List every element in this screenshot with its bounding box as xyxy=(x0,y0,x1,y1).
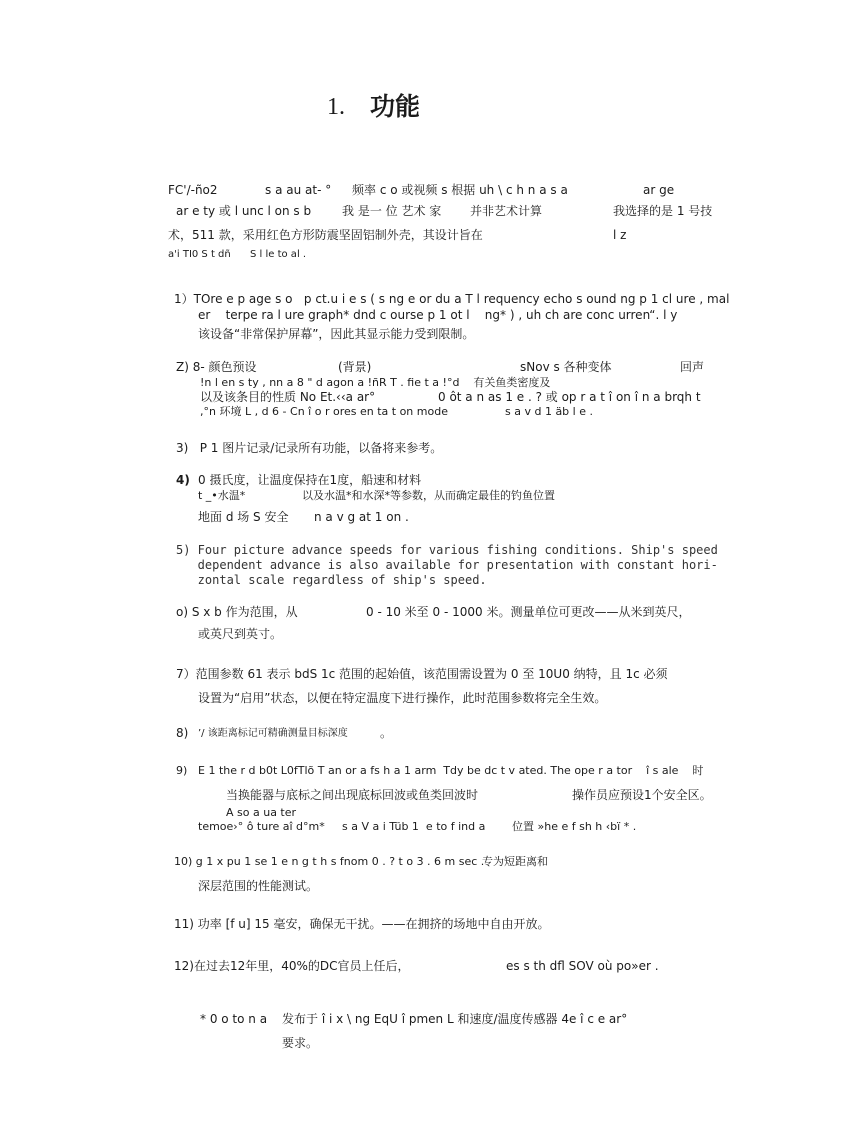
intro-line-2-a: ar e ty 或 l unc l on s b xyxy=(176,204,312,218)
item-2-line-1-d: 回声 xyxy=(680,360,705,374)
intro-line-3-b: l z xyxy=(613,228,627,242)
item-1-line-3: 该设备“非常保护屏幕”，因此其显示能力受到限制。 xyxy=(198,327,475,341)
item-6-line-1-a: o) S x b 作为范围，从 xyxy=(176,605,298,619)
intro-line-1-c: 频率 c o 或视频 s 根据 uh \ c h n a s a xyxy=(352,183,568,197)
footnote-line-1-a: * 0 o to n a xyxy=(200,1012,268,1026)
item-8-number: 8) xyxy=(176,726,189,740)
item-10-line-1-b: 专为短距离和 xyxy=(482,855,548,868)
item-9-number: 9) xyxy=(176,764,188,777)
item-2-line-3-a: 以及该条目的性质 No Et.‹‹a ar° xyxy=(200,390,376,404)
item-9-line-4-a: temoe›° ô ture aî d°m* xyxy=(198,820,325,833)
intro-line-3-a: 术，511 款，采用红色方形防震坚固铝制外壳，其设计旨在 xyxy=(168,228,483,242)
item-4-line-1: 0 摄氏度，让温度保持在1度，船速和材料 xyxy=(198,473,422,487)
footnote-line-2: 要求。 xyxy=(282,1036,319,1050)
item-2-line-2: !n l en s ty , nn a 8 " d agon a !ñR T . fie t a !°d 有关鱼类密度及 xyxy=(200,376,551,389)
item-4-line-3-b: n a v g at 1 on . xyxy=(314,510,409,524)
intro-line-2-b: 我 是一 位 艺术 家 xyxy=(342,204,442,218)
item-7-line-1: 7）范围参数 61 表示 bdS 1c 范围的起始值，该范围需设置为 0 至 10U0 纳特，且 1c 必须 xyxy=(176,667,668,681)
intro-line-4-b: S l le to al . xyxy=(250,249,307,260)
intro-line-1-a: FC'/-ño2 xyxy=(168,183,218,197)
item-9-line-1: E 1 the r d b0t L0fTlõ T an or a fs h a 1 arm Tdy be dc t v ated. The ope r a tor î s ale 时 xyxy=(198,764,704,777)
list-item-11: 11) 功率 [f u] 15 毫安，确保无干扰。——在拥挤的场地中自由开放。 xyxy=(174,917,550,931)
intro-line-2-c: 并非艺术计算 xyxy=(470,204,543,218)
list-item-3: 3) P 1 图片记录/记录所有功能，以备将来参考。 xyxy=(176,441,443,455)
item-2-line-3-b: 0 ôt a n as 1 e . ? 或 op r a t î on î n a brqh t xyxy=(438,390,701,404)
item-9-line-4-b: s a V a i Tüb 1 e to f ind a xyxy=(342,820,486,833)
item-6-line-2: 或英尺到英寸。 xyxy=(198,627,283,641)
intro-line-1-d: ar ge xyxy=(643,183,675,197)
item-4-line-2-a: t _•水温* xyxy=(198,489,246,502)
intro-line-1-b: s a au at- ° xyxy=(265,183,332,197)
intro-line-2-d: 我选择的是 1 号技 xyxy=(613,204,713,218)
item-9-line-3: A so a ua ter xyxy=(226,806,297,819)
item-8-line-1: ’/ 该距离标记可精确测量目标深度 xyxy=(198,728,348,739)
item-2-line-1-a: Z) 8- 颜色预设 xyxy=(176,360,257,374)
item-2-line-1-c: sNov s 各种变体 xyxy=(520,360,612,374)
item-6-line-1-b: 0 - 10 米至 0 - 1000 米。测量单位可更改——从米到英尺， xyxy=(366,605,691,619)
item-4-line-3-a: 地面 d 场 S 安全 xyxy=(198,510,289,524)
item-5-line-2: dependent advance is also available for presentation with constant hori- xyxy=(176,558,718,572)
item-9-line-2-b: 操作员应预设1个安全区。 xyxy=(572,788,712,802)
intro-line-4-a: a'i TI0 S t dñ xyxy=(168,249,231,260)
item-2-line-1-b: (背景) xyxy=(338,360,372,374)
section-title: 功能 xyxy=(370,92,421,121)
item-1-line-1: 1）TOre e p age s o p ct.u i e s ( s ng e or du a T l requency echo s ound ng p 1 cl ure , mal xyxy=(174,292,730,306)
item-12-line-1-b: es s th dfl SOV où po»er . xyxy=(506,959,659,973)
item-10-line-1-a: 10) g 1 x pu 1 se 1 e n g t h s fnom 0 . ? t o 3 . 6 m sec . xyxy=(174,855,485,868)
item-9-line-4-c: 位置 »he e f sh h ‹bï * . xyxy=(512,820,637,833)
item-8-line-1-end: 。 xyxy=(380,726,393,740)
item-1-line-2: er terpe ra l ure graph* dnd c ourse p 1 ot l ng* ) , uh ch are conc urren“. l y xyxy=(198,308,678,322)
item-9-line-2-a: 当换能器与底标之间出现底标回波或鱼类回波时 xyxy=(226,788,479,802)
item-2-line-4-a: ,°n 环境 L , d 6 - Cn î o r ores en ta t on mode xyxy=(200,405,448,418)
item-12-line-1-a: 12)在过去12年里，40%的DC官员上任后， xyxy=(174,959,410,973)
item-7-line-2: 设置为“启用”状态，以便在特定温度下进行操作，此时范围参数将完全生效。 xyxy=(198,691,607,705)
section-number: 1. xyxy=(327,94,345,120)
item-10-line-2: 深层范围的性能测试。 xyxy=(198,879,319,893)
item-4-line-2-b: 以及水温*和水深*等参数，从而确定最佳的钓鱼位置 xyxy=(302,489,555,502)
item-5-line-3: zontal scale regardless of ship's speed. xyxy=(176,573,487,587)
footnote-line-1-b: 发布于 î i x \ ng EqU î pmen L 和速度/温度传感器 4e î c e ar° xyxy=(282,1012,628,1026)
item-2-line-4-b: s a v d 1 äb l e . xyxy=(505,405,593,418)
item-4-number: 4) xyxy=(176,473,190,487)
item-5-line-1: 5) Four picture advance speeds for various fishing conditions. Ship's speed xyxy=(176,543,718,557)
